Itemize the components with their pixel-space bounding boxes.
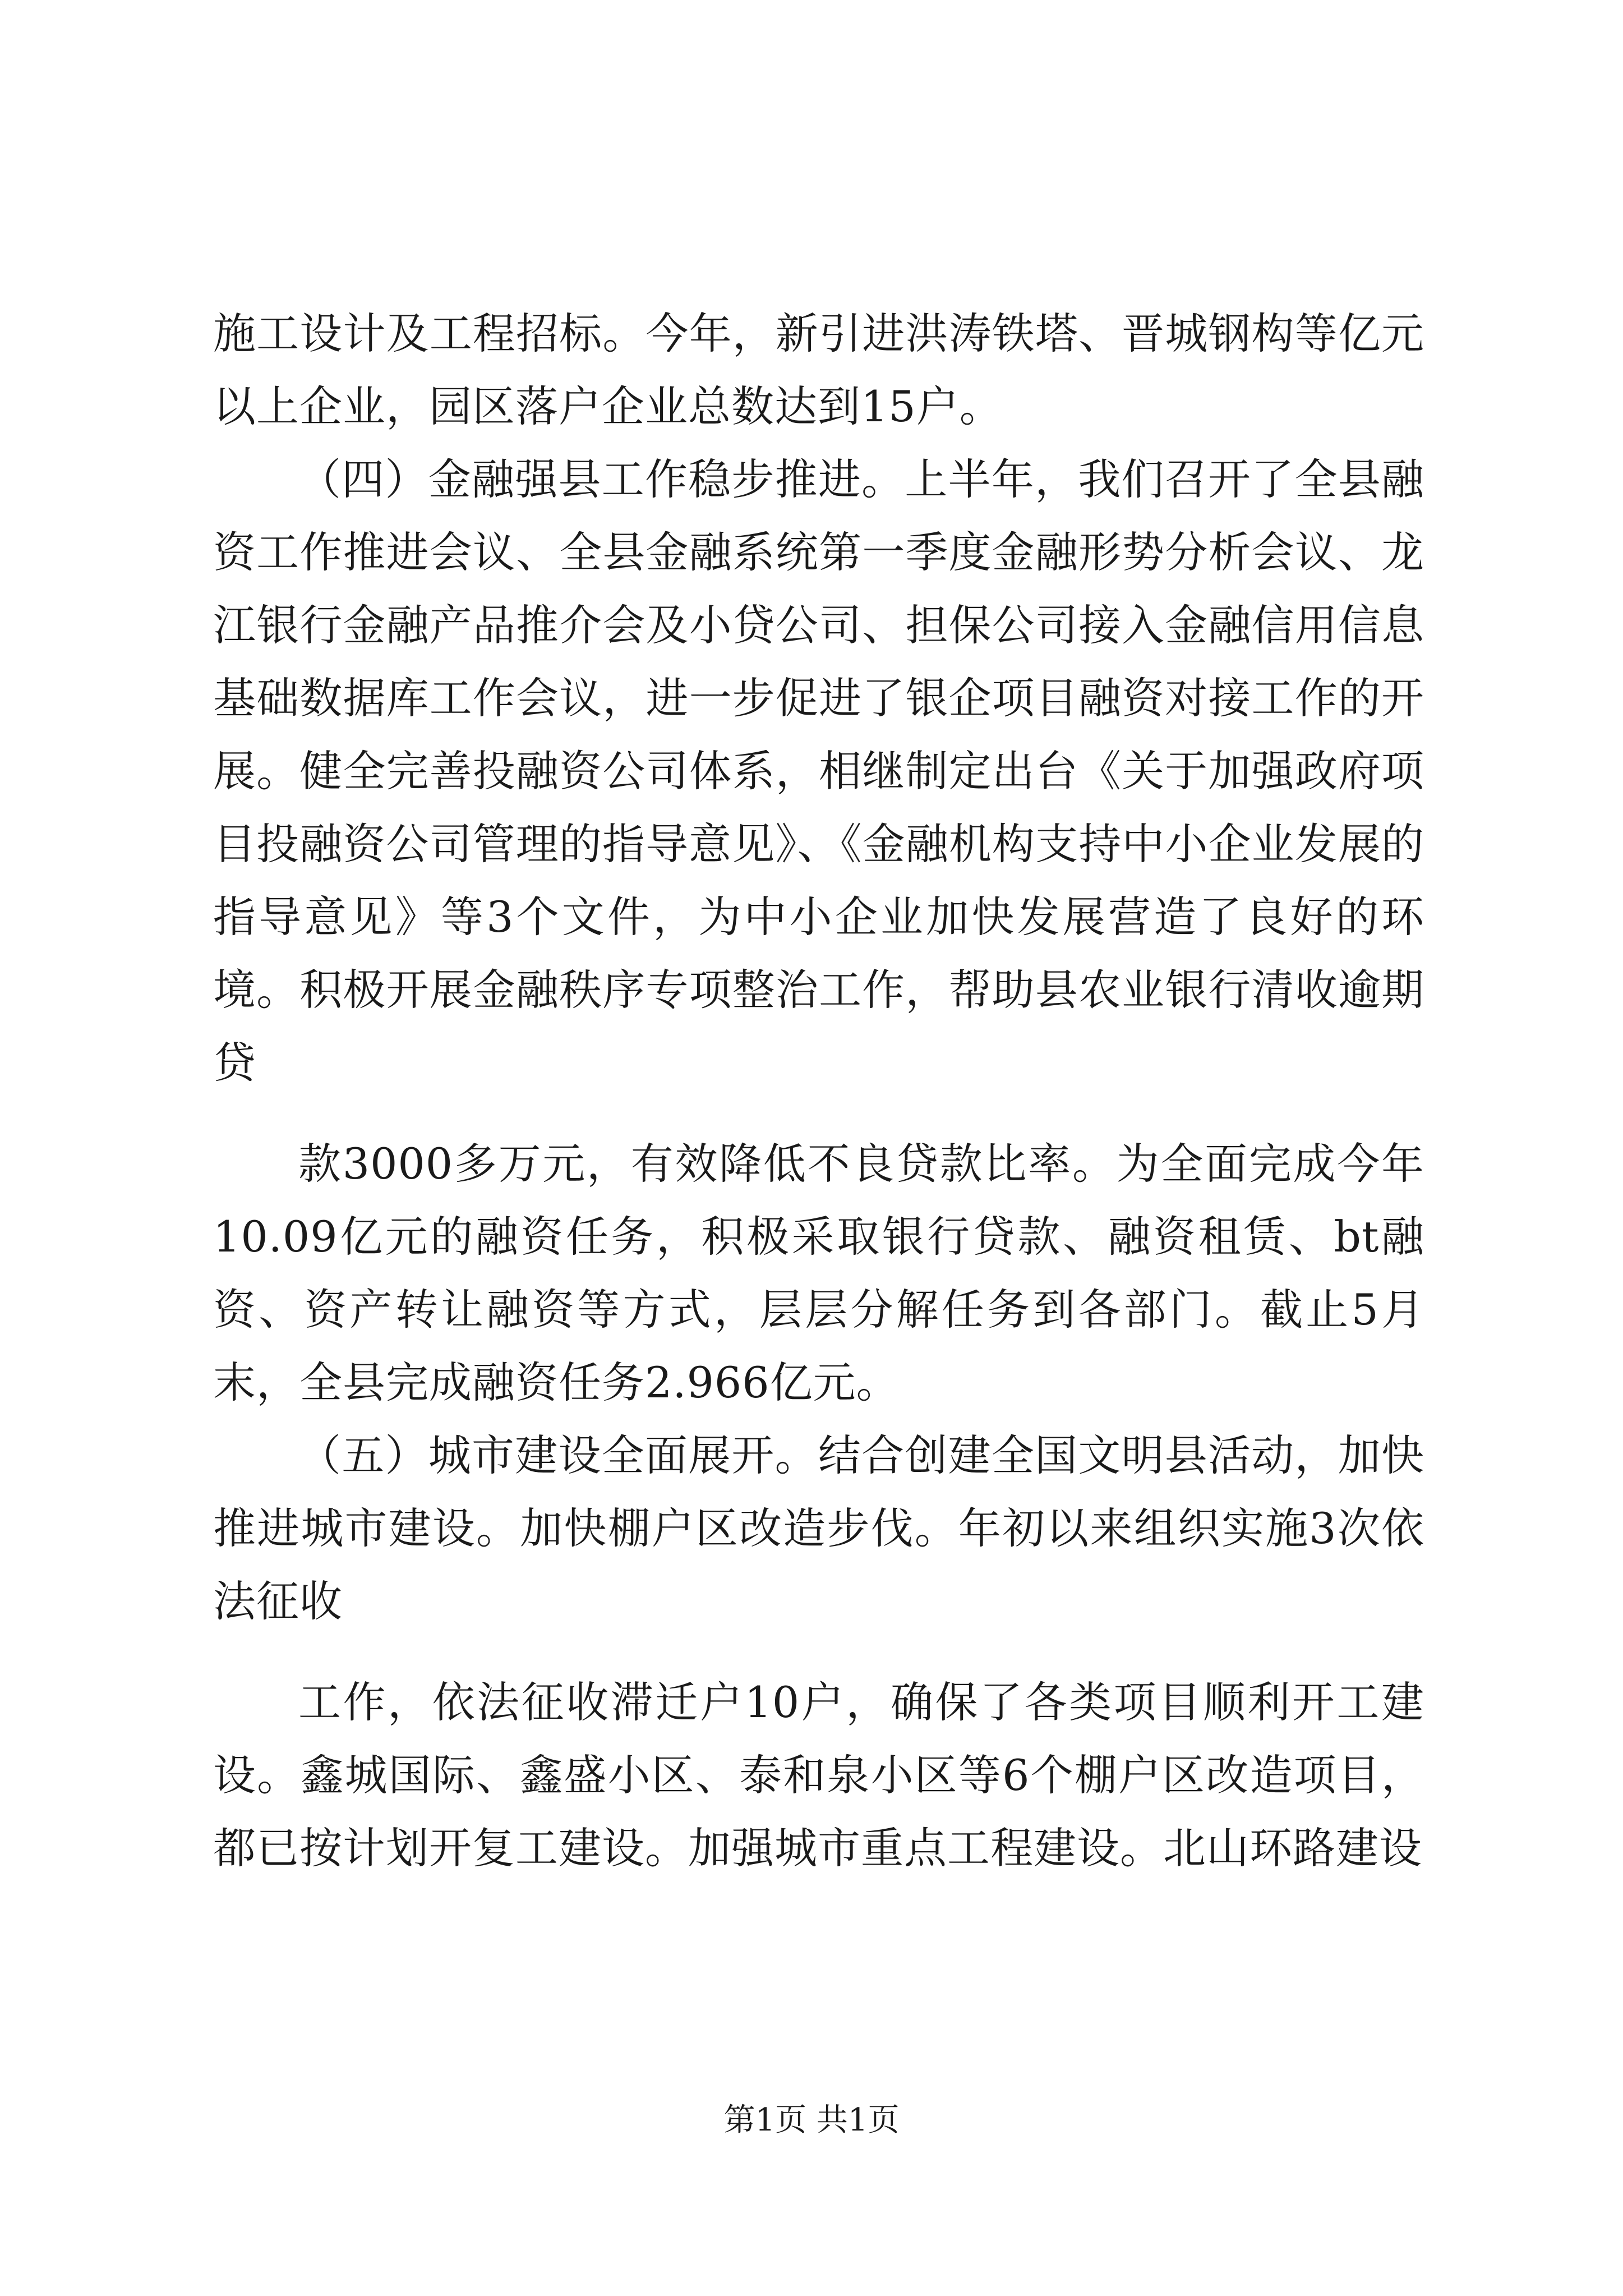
page-footer: 第1页 共1页	[723, 2102, 900, 2138]
paragraph-4: （五）城市建设全面展开。结合创建全国文明县活动，加快推进城市建设。加快棚户区改造步伐。年初以来组织实施3次依法征收	[213, 1430, 1424, 1626]
paragraph-5: 工作，依法征收滞迁户10户，确保了各类项目顺利开工建设。鑫城国际、鑫盛小区、泰和泉小区等6个棚户区改造项目，都已按计划开复工建设。加强城市重点工程建设。北山环路建设	[213, 1677, 1424, 1873]
document-body	[213, 297, 1424, 1885]
paragraph-1: 施工设计及工程招标。今年，新引进洪涛铁塔、晋城钢构等亿元以上企业，园区落户企业总数达到15户。	[213, 309, 1424, 431]
paragraph-2: （四）金融强县工作稳步推进。上半年，我们召开了全县融资工作推进会议、全县金融系统第一季度金融形势分析会议、龙江银行金融产品推介会及小贷公司、担保公司接入金融信用信息基础数据库工作会议，进一步促进了银企项目融资对接工作的开展。健全完善投融资公司体系，相继制定出台《关于加强政府项目投融资公司管理的指导意见》、《金融机构支持中小企业发展的指导意见》等3个文件，为中小企业加快发展营造了良好的环境。积极开展金融秩序专项整治工作，帮助县农业银行清收逾期贷	[213, 454, 1424, 1088]
paragraph-3: 款3000多万元，有效降低不良贷款比率。为全面完成今年10.09亿元的融资任务，积极采取银行贷款、融资租赁、bt融资、资产转让融资等方式，层层分解任务到各部门。截止5月末，全县完成融资任务2.966亿元。	[213, 1139, 1424, 1407]
